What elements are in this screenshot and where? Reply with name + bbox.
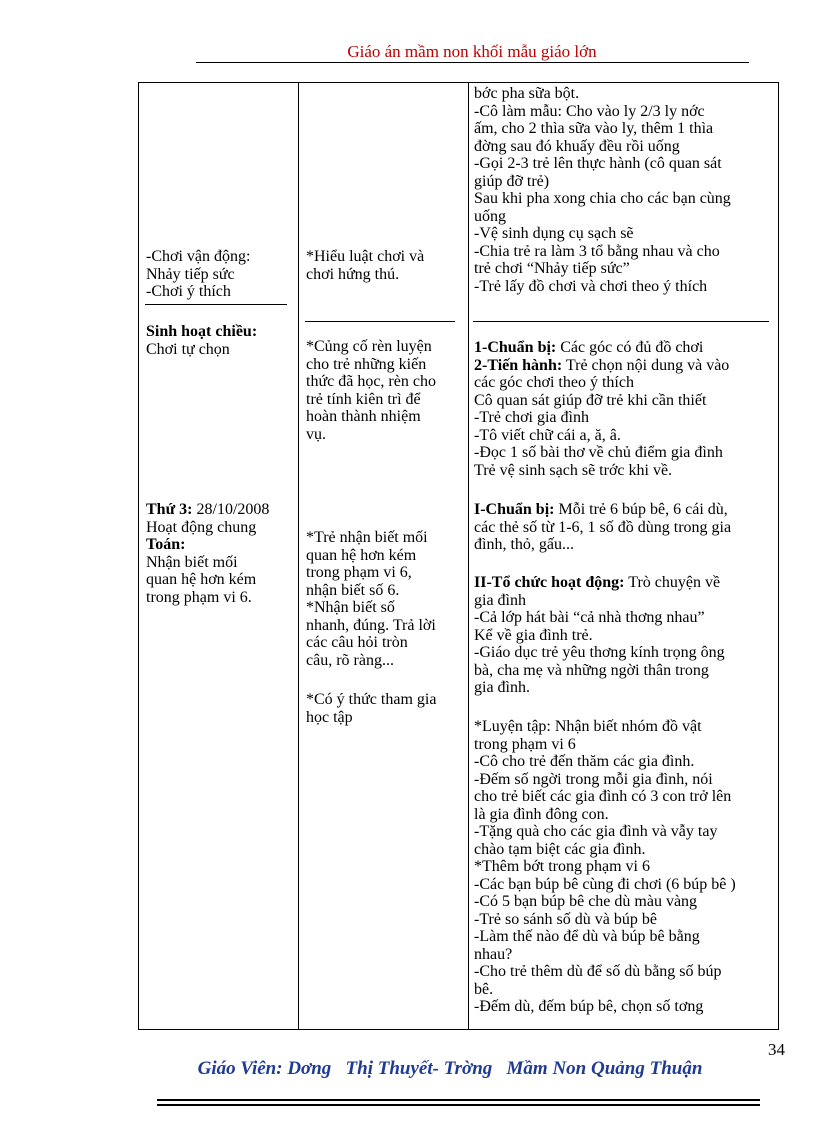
procedure-math-practice <box>474 718 774 1016</box>
footer-divider <box>157 1104 760 1106</box>
org-text: Trò chuyện về <box>624 574 721 591</box>
text-line: -Chơi vận động: <box>146 248 251 265</box>
objective-attitude <box>306 691 458 726</box>
text-line: cho trẻ những kiến <box>306 355 427 373</box>
text-line: -Trẻ so sánh số dù và búp bê <box>474 910 657 928</box>
text-line: -Gọi 2-3 trẻ lên thực hành (cô quan sát <box>474 155 722 172</box>
text-line: -Cô cho trẻ đến thăm các gia đình. <box>474 753 695 770</box>
text-line: chơi hứng thú. <box>306 265 400 283</box>
text-line: ấm, cho 2 thìa sữa vào ly, thêm 1 thìa <box>474 120 714 137</box>
text-line: -Trẻ lấy đồ chơi và chơi theo ý thích <box>474 277 708 295</box>
text-line: *Nhận biết số <box>306 599 395 616</box>
proc-text: Trẻ chọn nội dung và vào <box>562 356 730 374</box>
text-line: bớc pha sữa bột. <box>474 85 580 102</box>
section-divider <box>305 321 455 322</box>
text-line: giúp đỡ trẻ) <box>474 172 550 190</box>
text-line: học tập <box>306 708 353 726</box>
section-heading: Sinh hoạt chiều: <box>146 323 258 340</box>
text-line: chào tạm biệt các gia đình. <box>474 840 646 858</box>
text-line: *Trẻ nhận biết mối <box>306 529 428 546</box>
column-content <box>139 83 299 1029</box>
text-line: bà, cha mẹ và những ngời thân trong <box>474 661 709 679</box>
objective-play <box>306 248 458 283</box>
text-line: trẻ tính kiên trì để <box>306 390 421 408</box>
prep-label: 1-Chuẩn bị: <box>474 339 557 356</box>
text-line: đờng sau đó khuấy đều rồi uống <box>474 137 680 155</box>
text-line: gia đình. <box>474 679 530 696</box>
text-line: vụ. <box>306 425 326 443</box>
text-line: trong phạm vi 6. <box>146 588 252 606</box>
text-line: *Thêm bớt trong phạm vi 6 <box>474 858 650 875</box>
text-line: -Tặng quà cho các gia đình và vẫy tay <box>474 823 718 840</box>
day-date: 28/10/2008 <box>192 501 270 518</box>
section-divider <box>473 321 769 322</box>
text-line: câu, rõ ràng... <box>306 651 394 669</box>
text-line: Trẻ vệ sinh sạch sẽ trớc khi về. <box>474 461 673 479</box>
text-line: trong phạm vi 6 <box>474 735 576 753</box>
text-line: các góc chơi theo ý thích <box>474 374 634 391</box>
text-line: Nhận biết mối <box>146 553 238 571</box>
org-label: II-Tổ chức hoạt động: <box>474 574 625 591</box>
prep-text: Các góc có đủ đồ chơi <box>556 339 704 356</box>
activity-afternoon <box>146 323 289 358</box>
column-objectives <box>299 83 469 1029</box>
text-line: -Vệ sinh dụng cụ sạch sẽ <box>474 225 634 242</box>
text-line: Cô quan sát giúp đỡ trẻ khi cần thiết <box>474 391 707 409</box>
text-line: trẻ chơi “Nhảy tiếp sức” <box>474 260 630 277</box>
text-line: trong phạm vi 6, <box>306 564 412 581</box>
text-line: Sau khi pha xong chia cho các bạn cùng <box>474 190 731 207</box>
text-line: thức đã học, rèn cho <box>306 373 436 390</box>
text-line: -Các bạn búp bê cùng đi chơi (6 búp bê ) <box>474 875 736 893</box>
text-line: -Đếm dù, đếm búp bê, chọn số tơng <box>474 998 704 1015</box>
text-line: quan hệ hơn kém <box>146 571 257 588</box>
text-line: cho trẻ biết các gia đình có 3 con trở lên <box>474 788 732 805</box>
activity-math <box>146 501 289 606</box>
text-line: -Đếm số ngời trong mỗi gia đình, nói <box>474 770 713 788</box>
text-line: -Chơi ý thích <box>146 283 231 300</box>
text-line: -Có 5 bạn búp bê che dù màu vàng <box>474 893 698 910</box>
page-number: 34 <box>768 1040 785 1059</box>
procedure-afternoon <box>474 339 774 479</box>
text-line: Kể về gia đình trẻ. <box>474 626 593 644</box>
text-line: Hoạt động chung <box>146 518 257 536</box>
text-line: gia đình <box>474 591 526 609</box>
header-divider <box>196 62 749 63</box>
text-line: -Chia trẻ ra làm 3 tổ bằng nhau và cho <box>474 242 720 260</box>
text-line: -Cả lớp hát bài “cả nhà thơng nhau” <box>474 609 705 626</box>
footer-divider <box>157 1099 760 1101</box>
text-line: các câu hỏi tròn <box>306 634 408 651</box>
text-line: -Làm thế nào để dù và búp bê bằng <box>474 928 700 945</box>
procedure-math-prep <box>474 501 774 554</box>
text-line: đình, thỏ, gấu... <box>474 536 574 553</box>
objective-afternoon <box>306 338 458 443</box>
prep-label: I-Chuẩn bị: <box>474 501 555 518</box>
text-line: *Luyện tập: Nhận biết nhóm đồ vật <box>474 718 702 735</box>
subject-heading: Toán: <box>146 536 186 553</box>
text-line: -Đọc 1 số bài thơ về chủ điểm gia đình <box>474 444 723 461</box>
text-line: -Tô viết chữ cái a, ă, â. <box>474 426 621 444</box>
text-line: *Hiểu luật chơi và <box>306 248 425 265</box>
text-line: -Trẻ chơi gia đình <box>474 409 589 426</box>
proc-label: 2-Tiến hành: <box>474 356 563 374</box>
activity-outdoor-play <box>146 248 289 301</box>
text-line: quan hệ hơn kém <box>306 546 417 564</box>
text-line: -Cô làm mẫu: Cho vào ly 2/3 ly nớc <box>474 102 705 120</box>
text-line: Chơi tự chọn <box>146 340 230 358</box>
text-line: -Giáo dục trẻ yêu thơng kính trọng ông <box>474 644 725 661</box>
text-line: uống <box>474 207 506 225</box>
text-line: là gia đình đông con. <box>474 805 609 823</box>
objective-math <box>306 529 458 669</box>
prep-text: Mỗi trẻ 6 búp bê, 6 cái dù, <box>554 501 728 518</box>
text-line: các thẻ số từ 1-6, 1 số đồ dùng trong gia <box>474 518 732 536</box>
page-header: Giáo án mầm non khối mẫu giáo lớn <box>347 42 597 61</box>
section-divider <box>145 304 287 305</box>
procedure-milk <box>474 85 774 295</box>
text-line: nhận biết số 6. <box>306 581 400 599</box>
column-procedure <box>469 83 778 1029</box>
text-line: nhau? <box>474 945 513 963</box>
text-line: nhanh, đúng. Trả lời <box>306 616 436 634</box>
text-line: -Cho trẻ thêm dù để số dù bằng số búp <box>474 963 722 980</box>
lesson-plan-table <box>138 82 779 1030</box>
text-line: hoàn thành nhiệm <box>306 408 421 425</box>
text-line: *Củng cố rèn luyện <box>306 338 432 355</box>
text-line: Nhảy tiếp sức <box>146 265 235 283</box>
text-line: *Có ý thức tham gia <box>306 691 437 708</box>
footer-teacher: Giáo Viên: Dơng Thị Thuyết- Trờng Mầm Non Quảng Thuận <box>197 1058 703 1079</box>
day-label: Thứ 3: <box>146 501 193 518</box>
procedure-math-organize <box>474 574 774 697</box>
text-line: bê. <box>474 980 494 998</box>
